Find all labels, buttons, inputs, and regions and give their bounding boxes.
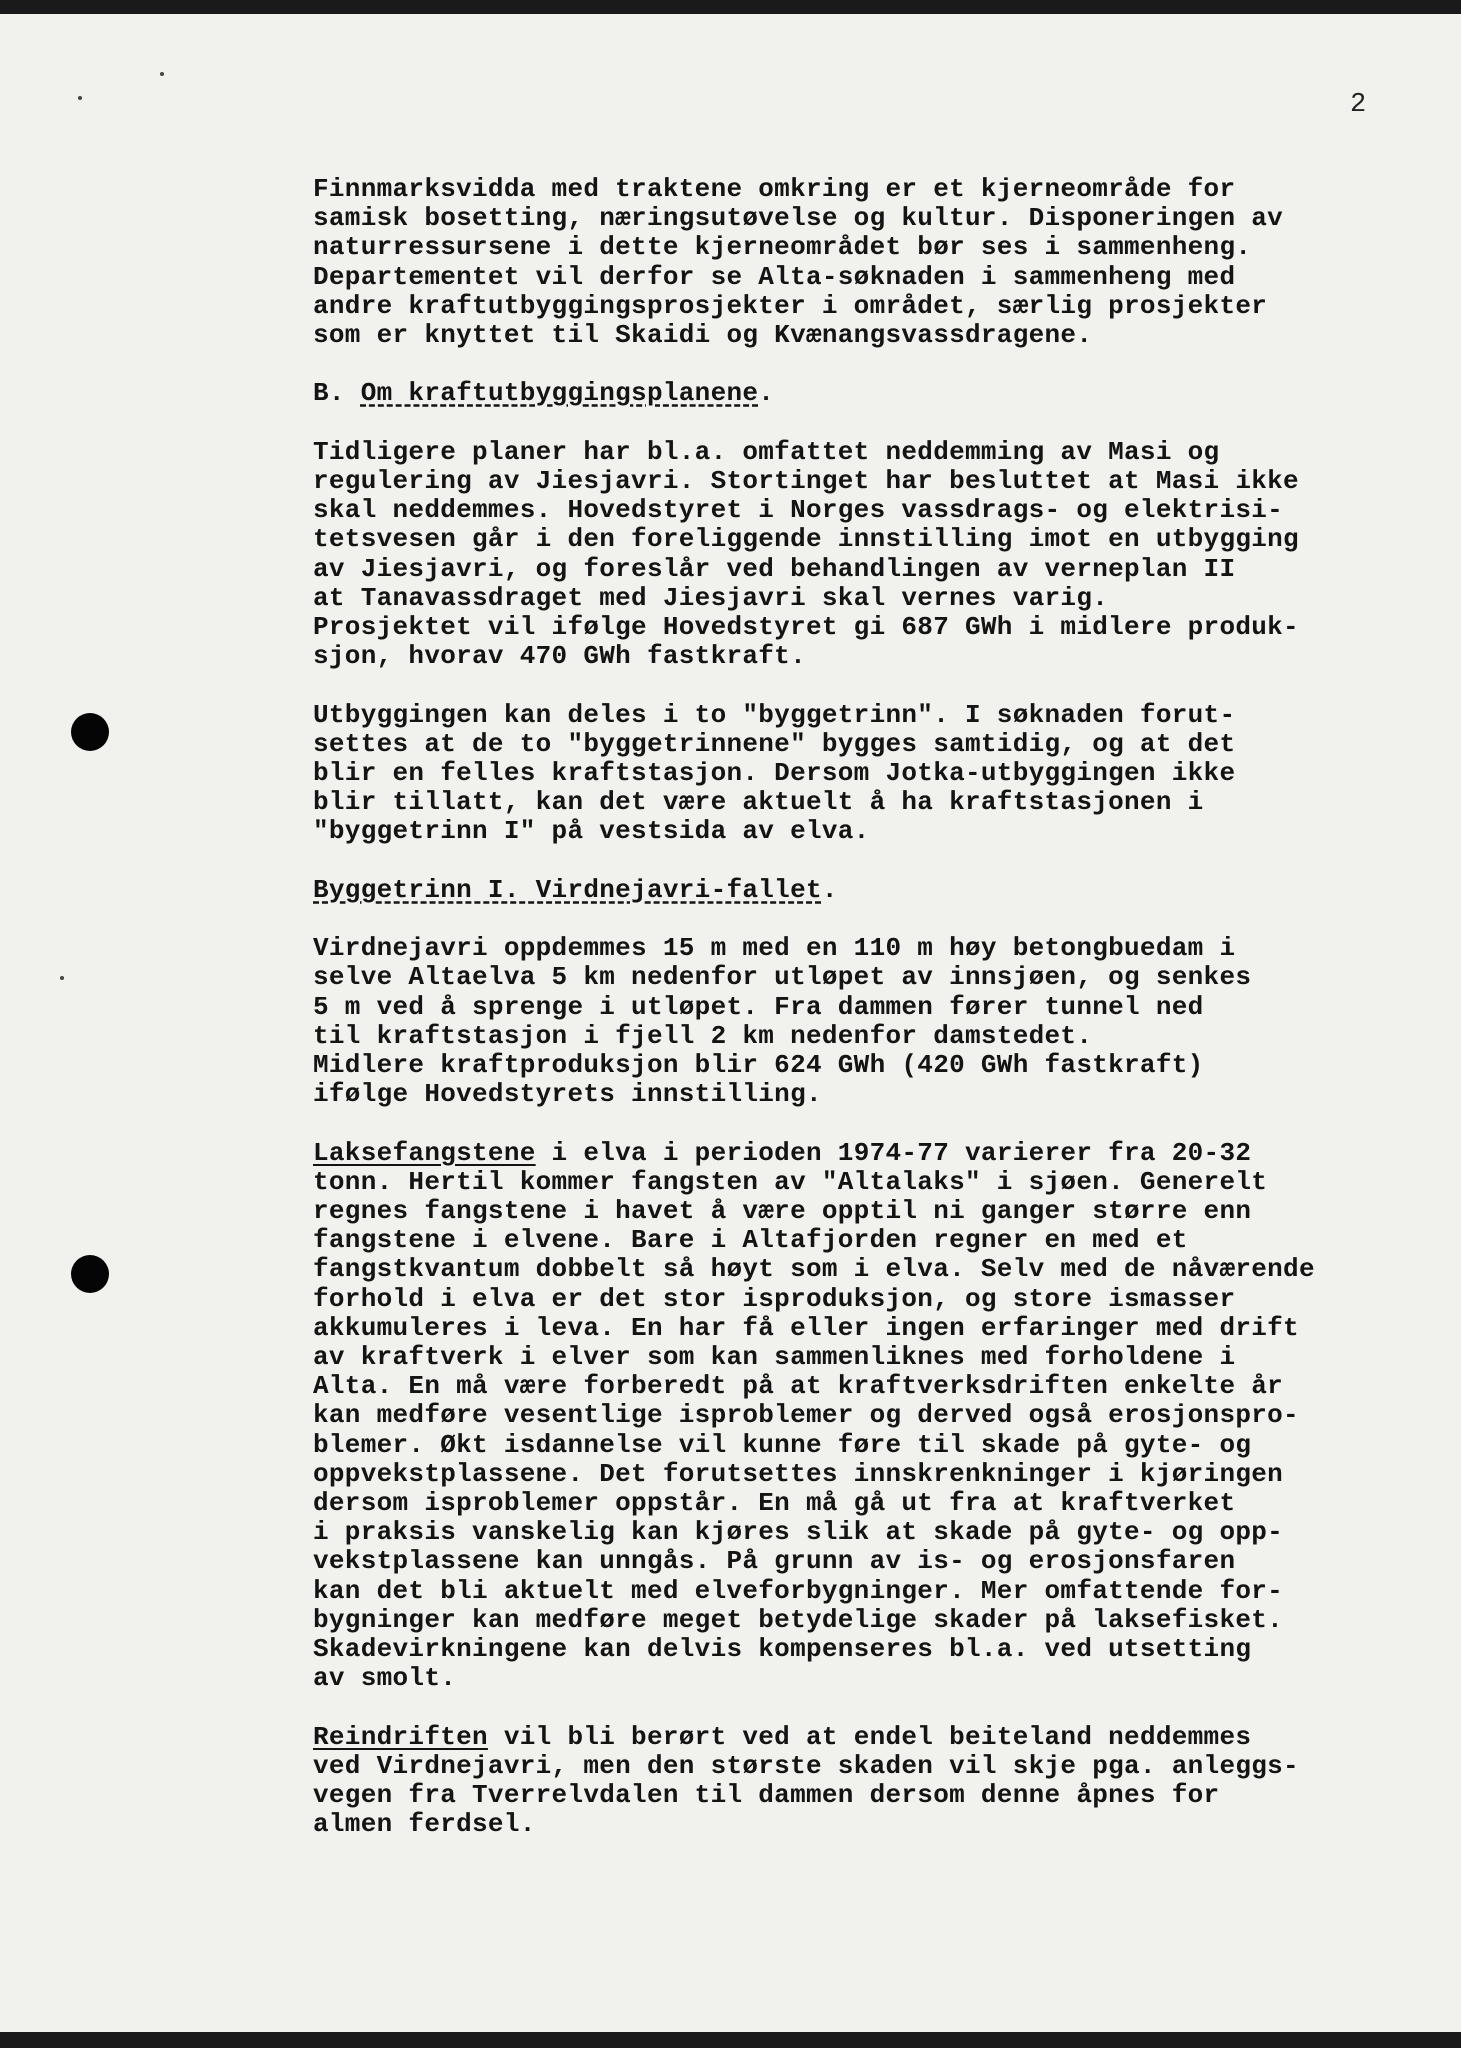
paragraph-line: Departementet vil derfor se Alta-søknaden i sammenheng med xyxy=(313,261,1236,292)
paragraph-line xyxy=(313,1139,1443,1168)
paragraph-virdnejavri xyxy=(313,934,1443,1109)
paragraph-line: kan det bli aktuelt med elveforbygninger. Mer omfattende for- xyxy=(313,1575,1284,1606)
paper-speck xyxy=(60,976,64,980)
paragraph-reindriften xyxy=(313,1723,1443,1840)
paragraph-line: regulering av Jiesjavri. Stortinget har besluttet at Masi ikke xyxy=(313,466,1299,496)
section-heading-b xyxy=(313,379,1443,408)
term-reindriften: Reindriften xyxy=(313,1721,488,1752)
paragraph-line: blir tillatt, kan det være aktuelt å ha kraftstasjonen i xyxy=(313,787,1204,818)
line-rest: i elva i perioden 1974-77 varierer fra 20-32 xyxy=(535,1137,1252,1168)
paragraph-line: settes at de to "byggetrinnene" bygges samtidig, og at det xyxy=(313,728,1236,759)
paragraph-line: av Jiesjavri, og foreslår ved behandlingen av verneplan II xyxy=(313,553,1236,584)
paragraph-line: fangstkvantum dobbelt så høyt som i elva. Selv med de nåværende xyxy=(313,1254,1315,1285)
paragraph-line: Virdnejavri oppdemmes 15 m med en 110 m høy betongbuedam i xyxy=(313,933,1236,964)
paragraph-line: som er knyttet til Skaidi og Kvænangsvassdragene. xyxy=(313,320,1093,351)
paragraph-line: forhold i elva er det stor isproduksjon, og store ismasser xyxy=(313,1283,1236,1314)
paragraph-line: andre kraftutbyggingsprosjekter i området, særlig prosjekter xyxy=(313,290,1268,321)
heading-byggetrinn-title: Byggetrinn I. Virdnejavri-fallet xyxy=(313,874,822,905)
heading-b-prefix: B. xyxy=(313,378,361,409)
paragraph-line: tonn. Hertil kommer fangsten av "Altalaks" i sjøen. Generelt xyxy=(313,1166,1268,1197)
punch-hole-top xyxy=(71,713,109,751)
paragraph-line: at Tanavassdraget med Jiesjavri skal vernes varig. xyxy=(313,582,1109,613)
line-rest: vil bli berørt ved at endel beiteland neddemmes xyxy=(487,1721,1252,1752)
punch-hole-bottom xyxy=(71,1255,109,1293)
paragraph-line: vegen fra Tverrelvdalen til dammen dersom denne åpnes for xyxy=(313,1780,1220,1811)
paragraph-line: skal neddemmes. Hovedstyret i Norges vassdrags- og elektrisi- xyxy=(313,495,1284,526)
document-body xyxy=(313,175,1443,1869)
paragraph-line: av kraftverk i elver som kan sammenliknes med forholdene i xyxy=(313,1342,1236,1373)
paragraph-tidligere xyxy=(313,438,1443,672)
paragraph-line: "byggetrinn I" på vestsida av elva. xyxy=(313,816,870,847)
paragraph-line: blir en felles kraftstasjon. Dersom Jotka-utbyggingen ikke xyxy=(313,758,1236,789)
paragraph-line: i praksis vanskelig kan kjøres slik at skade på gyte- og opp- xyxy=(313,1517,1284,1548)
paragraph-utbyggingen xyxy=(313,701,1443,847)
paragraph-line: samisk bosetting, næringsutøvelse og kultur. Disponeringen av xyxy=(313,203,1284,234)
paragraph-laksefangstene xyxy=(313,1139,1443,1694)
paragraph-line: regnes fangstene i havet å være opptil ni ganger større enn xyxy=(313,1196,1252,1227)
paragraph-line: vekstplassene kan unngås. På grunn av is- og erosjonsfaren xyxy=(313,1546,1236,1577)
paragraph-line: Alta. En må være forberedt på at kraftverksdriften enkelte år xyxy=(313,1371,1284,1402)
paragraph-line: blemer. Økt isdannelse vil kunne føre til skade på gyte- og xyxy=(313,1429,1252,1460)
paragraph-line: sjon, hvorav 470 GWh fastkraft. xyxy=(313,641,806,672)
paragraph-line: Prosjektet vil ifølge Hovedstyret gi 687 GWh i midlere produk- xyxy=(313,612,1299,643)
paragraph-line: oppvekstplassene. Det forutsettes innskrenkninger i kjøringen xyxy=(313,1458,1284,1489)
paragraph-line: 5 m ved å sprenge i utløpet. Fra dammen fører tunnel ned xyxy=(313,991,1204,1022)
paragraph-line: dersom isproblemer oppstår. En må gå ut fra at kraftverket xyxy=(313,1488,1236,1519)
paragraph-line: bygninger kan medføre meget betydelige skader på laksefisket. xyxy=(313,1604,1284,1635)
paragraph-line: tetsvesen går i den foreliggende innstilling imot en utbygging xyxy=(313,524,1299,555)
heading-byggetrinn-suffix: . xyxy=(821,874,838,905)
paragraph-line: Utbyggingen kan deles i to "byggetrinn". I søknaden forut- xyxy=(313,699,1236,730)
page-number: 2 xyxy=(1350,90,1367,120)
paragraph-line: Midlere kraftproduksjon blir 624 GWh (420 GWh fastkraft) xyxy=(313,1050,1204,1081)
paragraph-line: Tidligere planer har bl.a. omfattet neddemming av Masi og xyxy=(313,436,1220,467)
paragraph-line: akkumuleres i leva. En har få eller ingen erfaringer med drift xyxy=(313,1312,1299,1343)
paragraph-line: kan medføre vesentlige isproblemer og derved også erosjonspro- xyxy=(313,1400,1299,1431)
paragraph-line: Finnmarksvidda med traktene omkring er et kjerneområde for xyxy=(313,174,1236,204)
heading-b-title: Om kraftutbyggingsplanene xyxy=(360,378,759,409)
paragraph-line: Skadevirkningene kan delvis kompenseres bl.a. ved utsetting xyxy=(313,1634,1252,1665)
paragraph-line: almen ferdsel. xyxy=(313,1809,536,1840)
paragraph-line: ifølge Hovedstyrets innstilling. xyxy=(313,1079,822,1110)
paragraph-line: fangstene i elvene. Bare i Altafjorden regner en med et xyxy=(313,1225,1188,1256)
paragraph-intro xyxy=(313,175,1443,350)
paragraph-line: selve Altaelva 5 km nedenfor utløpet av innsjøen, og senkes xyxy=(313,962,1252,993)
paper-speck xyxy=(160,72,164,76)
paragraph-line: av smolt. xyxy=(313,1663,457,1694)
paragraph-line: til kraftstasjon i fjell 2 km nedenfor damstedet. xyxy=(313,1020,1093,1051)
paragraph-line: ved Virdnejavri, men den største skaden vil skje pga. anleggs- xyxy=(313,1750,1299,1781)
heading-b-suffix: . xyxy=(758,378,775,409)
paragraph-line: naturressursene i dette kjerneområdet bør ses i sammenheng. xyxy=(313,232,1252,263)
section-heading-byggetrinn xyxy=(313,876,1443,905)
paragraph-line xyxy=(313,1723,1443,1752)
paper-speck xyxy=(78,96,82,100)
document-page xyxy=(0,14,1461,2032)
term-laksefangstene: Laksefangstene xyxy=(313,1137,536,1168)
